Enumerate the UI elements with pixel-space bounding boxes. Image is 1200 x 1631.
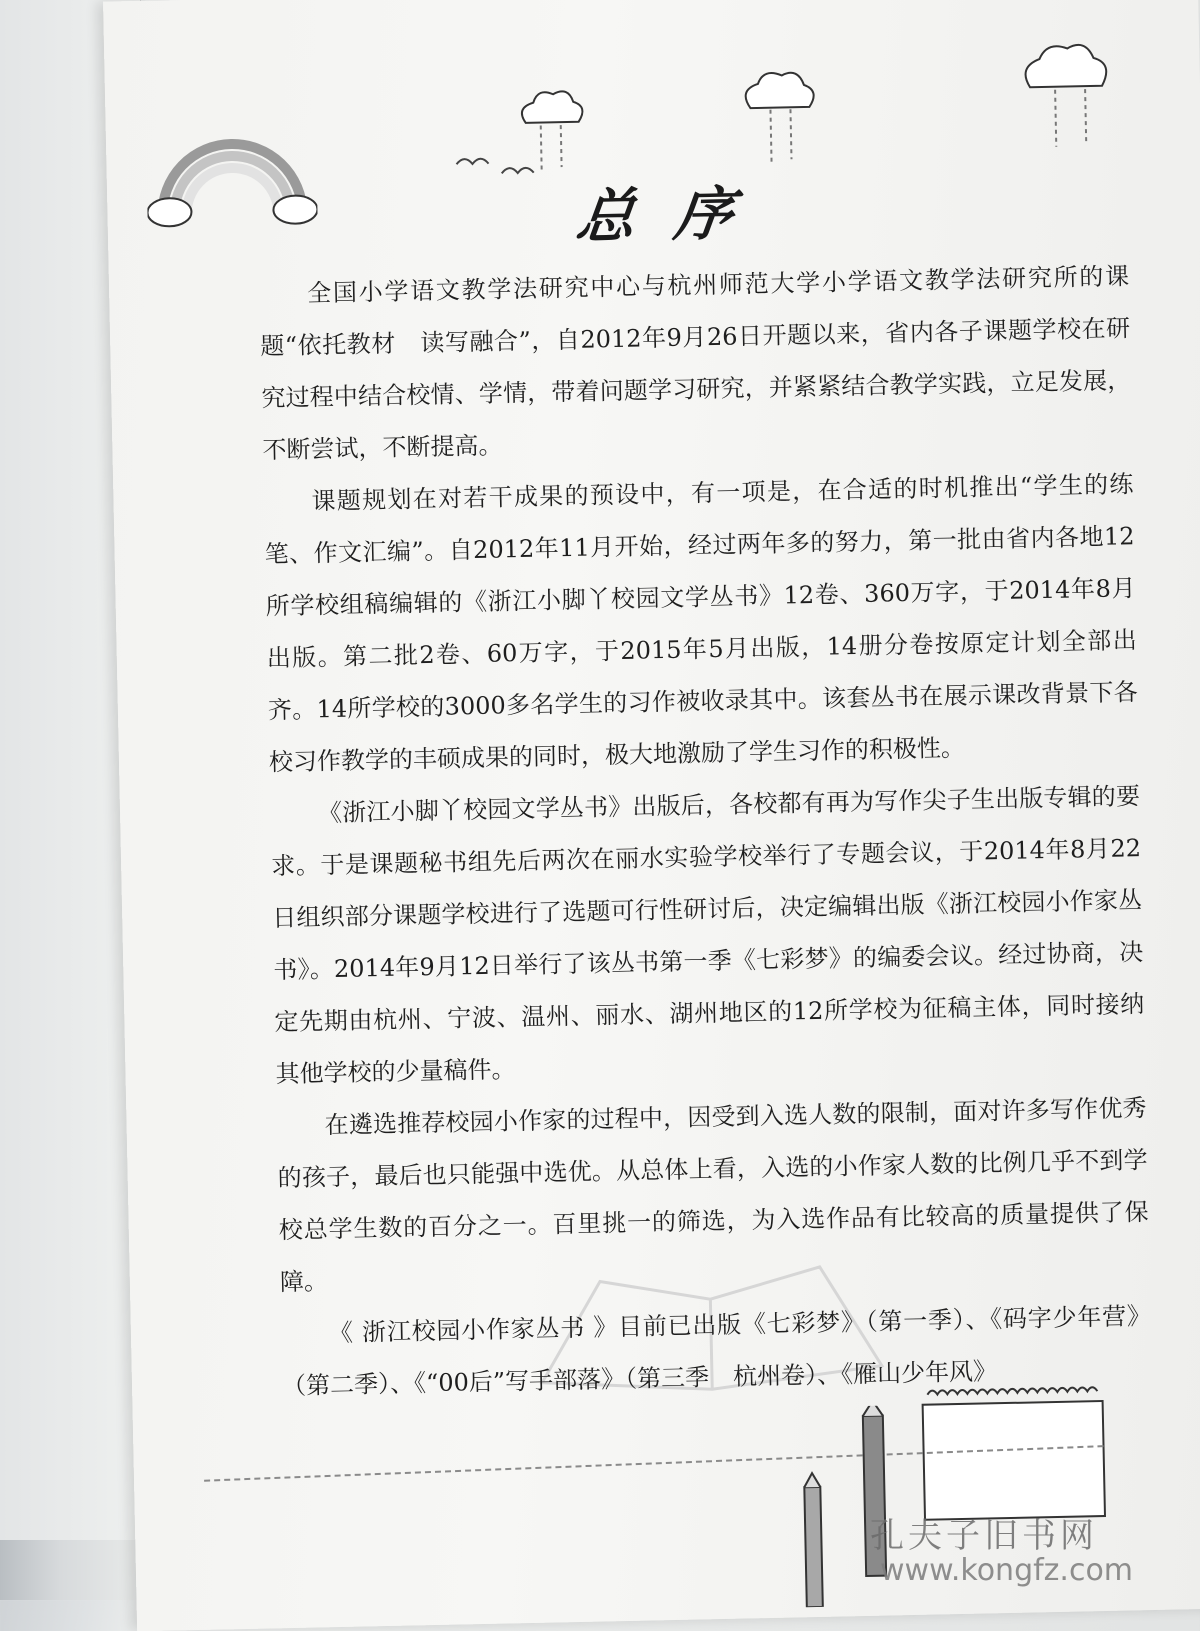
paragraph: 《 浙江校园小作家丛书 》目前已出版《七彩梦》（第一季）、《码字少年营》（第二季）、《“00后”写手部落》（第三季 杭州卷）、《雁山少年风》 [281, 1301, 1152, 1401]
paragraph: 全国小学语文教学法研究中心与杭州师范大学小学语文教学法研究所的课题“依托教材 读写融合”，自2012年9月26日开题以来，省内各子课题学校在研究过程中结合校情、学情，带着问题学习研究，并紧紧结合教学实践，立足发展，不断尝试，不断提高。 [260, 262, 1132, 465]
paragraph: 在遴选推荐校园小作家的过程中，因受到入选人数的限制，面对许多写作优秀的孩子，最后也只能强中选优。从总体上看，入选的小作家人数的比例几乎不到学校总学生数的百分之一。百里挑一的筛选，为入选作品有比较高的质量提供了保障。 [277, 1094, 1149, 1297]
paragraph: 《浙江小脚丫校园文学丛书》出版后，各校都有再为写作尖子生出版专辑的要求。于是课题秘书组先后两次在丽水实验学校举行了专题会议，于2014年8月22日组织部分课题学校进行了选题可行性研讨后，决定编辑出版《浙江校园小作家丛书》。2014年9月12日举行了该丛书第一季《七彩梦》的编委会议。经过协商，决定先期由杭州、宁波、温州、丽水、湖州地区的12所学校为征稿主体，同时接纳其他学校的少量稿件。 [270, 782, 1145, 1089]
cloud-icon [1014, 40, 1126, 152]
watermark-text: 孔夫子旧书网 [870, 1516, 1098, 1556]
book-page [103, 0, 1200, 1631]
paragraph: 课题规划在对若干成果的预设中，有一项是，在合适的时机推出“学生的练笔、作文汇编”。自2012年11月开始，经过两年多的努力，第一批由省内各地12所学校组稿编辑的《浙江小脚丫校园文学丛书》12卷、360万字，于2014年8月出版。第二批2卷、60万字，于2015年5月出版，14册分卷按原定计划全部出齐。14所学校的3000多名学生的习作被收录其中。该套丛书在展示课改背景下各校习作教学的丰硕成果的同时，极大地激励了学生习作的积极性。 [264, 470, 1139, 777]
pencil-icon [784, 1466, 847, 1607]
cloud-icon [510, 86, 592, 178]
preface-body [259, 250, 1153, 1412]
page-title: 总序 [572, 178, 777, 251]
watermark-url: www.kongfz.com [880, 1553, 1134, 1588]
cloud-icon [735, 67, 827, 169]
page-decorations [103, 0, 1198, 2]
rainbow-icon [146, 117, 318, 231]
